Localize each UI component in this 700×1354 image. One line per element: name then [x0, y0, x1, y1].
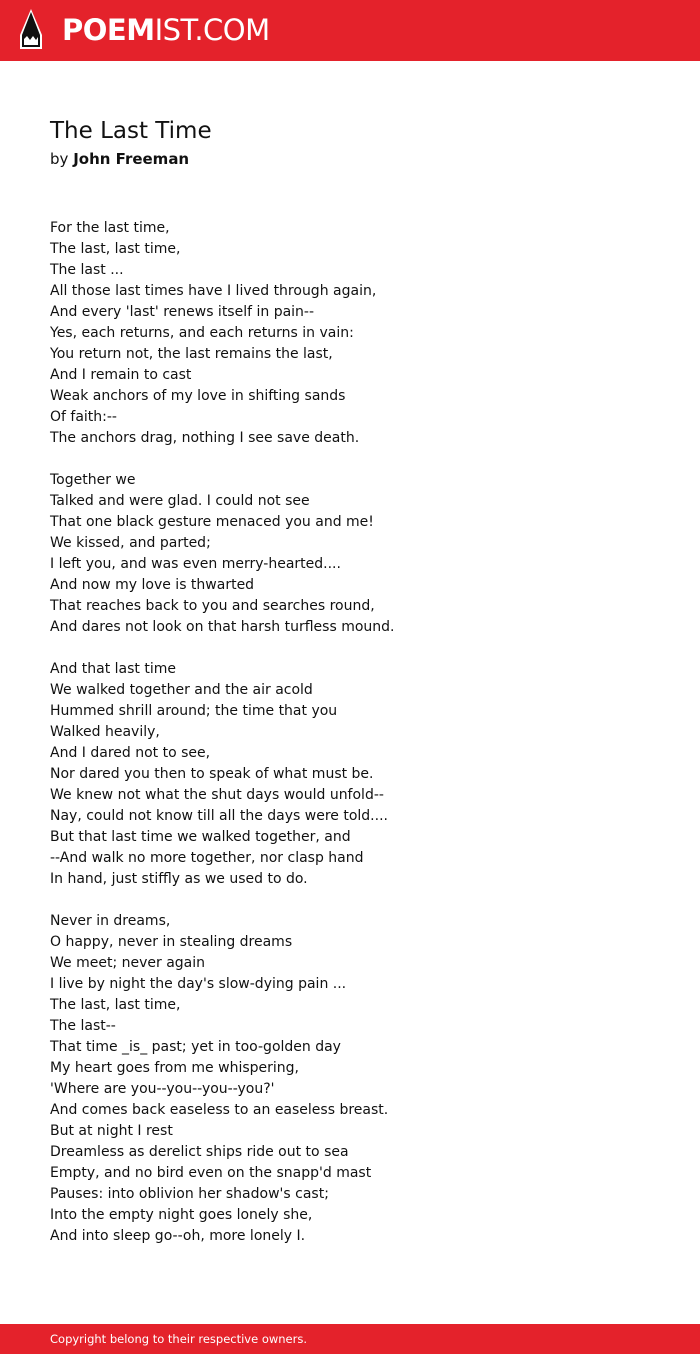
- poem-line: Weak anchors of my love in shifting sands: [50, 388, 346, 404]
- poem-line: I left you, and was even merry-hearted....: [50, 556, 341, 572]
- poem-line: The anchors drag, nothing I see save death.: [50, 430, 360, 446]
- poem-line: That reaches back to you and searches round,: [50, 598, 375, 614]
- poem-line: For the last time,: [50, 220, 170, 236]
- poem-stanza: [50, 659, 650, 890]
- poem-line: We walked together and the air acold: [50, 682, 313, 698]
- poem-line: Yes, each returns, and each returns in vain:: [50, 325, 354, 341]
- poem-line: The last, last time,: [50, 241, 181, 257]
- poem-line: In hand, just stiffly as we used to do.: [50, 871, 308, 887]
- poem-line: And I dared not to see,: [50, 745, 211, 761]
- logo-light-text: IST.COM: [154, 13, 270, 47]
- poem-line: And comes back easeless to an easeless breast.: [50, 1102, 389, 1118]
- byline: [50, 148, 189, 170]
- poem-line: But that last time we walked together, and: [50, 829, 351, 845]
- poem-line: All those last times have I lived through again,: [50, 283, 377, 299]
- poem-line: Talked and were glad. I could not see: [50, 493, 310, 509]
- poem-line: Nay, could not know till all the days were told....: [50, 808, 388, 824]
- poem-line: And I remain to cast: [50, 367, 192, 383]
- poem-line: And now my love is thwarted: [50, 577, 255, 593]
- logo-bold-text: POEM: [62, 13, 155, 47]
- poem-line: That time _is_ past; yet in too-golden day: [50, 1039, 341, 1055]
- poem-line: And that last time: [50, 661, 176, 677]
- poem-line: The last--: [50, 1018, 116, 1034]
- poem-line: We meet; never again: [50, 955, 206, 971]
- poem-line: Empty, and no bird even on the snapp'd mast: [50, 1165, 372, 1181]
- pencil-tip-icon[interactable]: [18, 9, 44, 51]
- poem-stanza: [50, 470, 650, 638]
- poem-body: [50, 218, 650, 1268]
- poem-line: Into the empty night goes lonely she,: [50, 1207, 313, 1223]
- author-name: John Freeman: [73, 150, 190, 168]
- poem-line: You return not, the last remains the last,: [50, 346, 333, 362]
- poem-line: Dreamless as derelict ships ride out to sea: [50, 1144, 349, 1160]
- poem-line: And into sleep go--oh, more lonely I.: [50, 1228, 306, 1244]
- poem-line: Hummed shrill around; the time that you: [50, 703, 338, 719]
- poem-line: Walked heavily,: [50, 724, 160, 740]
- poem-stanza: [50, 218, 650, 449]
- poem-stanza: [50, 911, 650, 1247]
- copyright-text: Copyright belong to their respective owners.: [50, 1332, 308, 1346]
- poem-line: --And walk no more together, nor clasp hand: [50, 850, 364, 866]
- poem-line: Never in dreams,: [50, 913, 171, 929]
- site-logo[interactable]: [62, 12, 270, 48]
- poem-line: That one black gesture menaced you and me!: [50, 514, 374, 530]
- poem-line: And every 'last' renews itself in pain--: [50, 304, 315, 320]
- poem-line: Nor dared you then to speak of what must be.: [50, 766, 374, 782]
- poem-line: The last, last time,: [50, 997, 181, 1013]
- poem-line: But at night I rest: [50, 1123, 173, 1139]
- by-prefix: by: [50, 150, 69, 168]
- poem-line: 'Where are you--you--you--you?': [50, 1081, 275, 1097]
- poem-line: We knew not what the shut days would unfold--: [50, 787, 384, 803]
- poem-line: Of faith:--: [50, 409, 117, 425]
- poem-line: O happy, never in stealing dreams: [50, 934, 293, 950]
- poem-line: Pauses: into oblivion her shadow's cast;: [50, 1186, 329, 1202]
- site-footer: [0, 1324, 700, 1354]
- poem-line: The last ...: [50, 262, 124, 278]
- poem-line: My heart goes from me whispering,: [50, 1060, 299, 1076]
- poem-line: We kissed, and parted;: [50, 535, 211, 551]
- poem-title: The Last Time: [50, 118, 212, 144]
- poem-line: I live by night the day's slow-dying pain ...: [50, 976, 347, 992]
- poem-line: And dares not look on that harsh turfless mound.: [50, 619, 395, 635]
- site-header: [0, 0, 700, 61]
- poem-line: Together we: [50, 472, 136, 488]
